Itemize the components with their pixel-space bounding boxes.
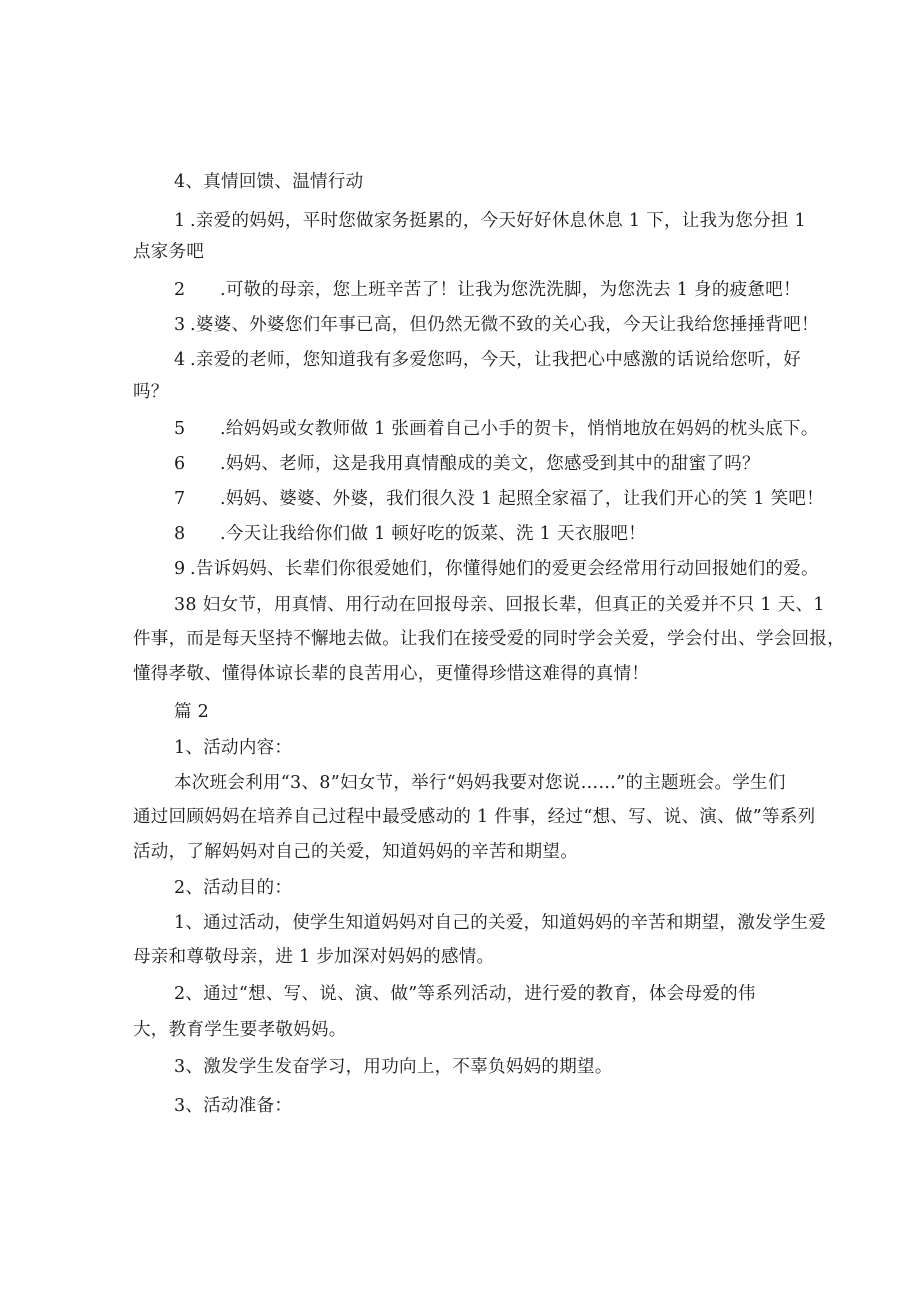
item-number: 9 xyxy=(174,559,186,579)
item-text: .婆婆、外婆您们年事已高，但仍然无微不致的关心我，今天让我给您捶捶背吧！ xyxy=(190,315,819,335)
summary-line: 懂得孝敬、懂得体谅长辈的良苦用心，更懂得珍惜这难得的真情！ xyxy=(133,664,650,684)
item-text: .今天让我给你们做 1 顿好吃的饭菜、洗 1 天衣服吧！ xyxy=(220,524,646,544)
paragraph-line: 2、通过“想、写、说、演、做”等系列活动，进行爱的教育，体会母爱的伟 xyxy=(174,984,756,1004)
item-text: .妈妈、老师，这是我用真情酿成的美文，您感受到其中的甜蜜了吗？ xyxy=(220,454,760,474)
item-text: .给妈妈或女教师做 1 张画着自己小手的贺卡，悄悄地放在妈妈的枕头底下。 xyxy=(220,419,819,439)
item-text-continued: 点家务吧 xyxy=(133,242,205,262)
item-text: .亲爱的老师，您知道我有多爱您吗，今天，让我把心中感激的话说给您听，好 xyxy=(190,350,802,370)
summary-line: 件事，而是每天坚持不懈地去做。让我们在接受爱的同时学会关爱，学会付出、学会回报， xyxy=(133,629,845,649)
paragraph-line: 1、通过活动，使学生知道妈妈对自己的关爱，知道妈妈的辛苦和期望，激发学生爱 xyxy=(174,913,827,933)
paragraph-line: 3、激发学生发奋学习，用功向上，不辜负妈妈的期望。 xyxy=(174,1057,613,1077)
item-number: 8 xyxy=(174,524,186,544)
section-heading: 4、真情回馈、温情行动 xyxy=(174,172,364,192)
item-number: 1 xyxy=(174,211,186,231)
paragraph-line: 通过回顾妈妈在培养自己过程中最受感动的 1 件事，经过“想、写、说、演、做”等系列 xyxy=(133,807,816,827)
paragraph-line: 母亲和尊敬母亲，进 1 步加深对妈妈的感情。 xyxy=(133,947,495,967)
paragraph-line: 本次班会利用“3、8”妇女节，举行“妈妈我要对您说……”的主题班会。学生们 xyxy=(174,773,786,793)
item-text: .妈妈、婆婆、外婆，我们很久没 1 起照全家福了，让我们开心的笑 1 笑吧！ xyxy=(220,489,824,509)
item-number: 2 xyxy=(174,280,186,300)
item-number: 6 xyxy=(174,454,186,474)
item-number: 3 xyxy=(174,315,186,335)
paragraph-line: 大，教育学生要孝敬妈妈。 xyxy=(133,1020,347,1040)
item-text: .可敬的母亲，您上班辛苦了！让我为您洗洗脚，为您洗去 1 身的疲惫吧！ xyxy=(220,280,801,300)
section-heading: 2、活动目的： xyxy=(174,878,293,898)
paragraph-line: 活动，了解妈妈对自己的关爱，知道妈妈的辛苦和期望。 xyxy=(133,842,578,862)
item-text: .告诉妈妈、长辈们你很爱她们，你懂得她们的爱更会经常用行动回报她们的爱。 xyxy=(190,559,819,579)
item-number: 7 xyxy=(174,489,186,509)
part-title: 篇 2 xyxy=(174,702,210,722)
section-heading: 1、活动内容： xyxy=(174,738,293,758)
item-number: 4 xyxy=(174,350,186,370)
item-text: .亲爱的妈妈，平时您做家务挺累的，今天好好休息休息 1 下，让我为您分担 1 xyxy=(190,211,806,231)
item-text-continued: 吗？ xyxy=(133,382,169,402)
item-number: 5 xyxy=(174,419,186,439)
summary-line: 38 妇女节，用真情、用行动在回报母亲、回报长辈，但真正的关爱并不只 1 天、1 xyxy=(174,595,825,615)
section-heading: 3、活动准备： xyxy=(174,1096,293,1116)
